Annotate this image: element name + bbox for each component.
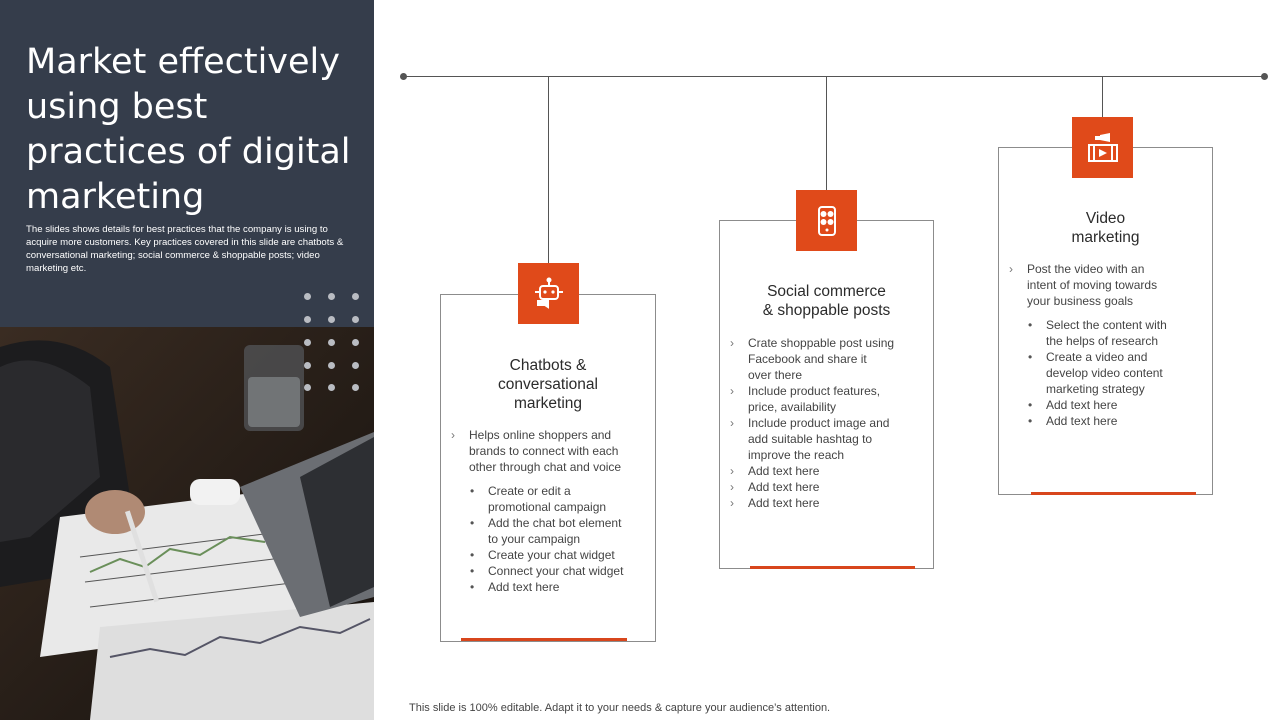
list-item-text: your business goals bbox=[1027, 294, 1134, 308]
bullet-icon: • bbox=[470, 548, 475, 562]
dot bbox=[304, 384, 311, 391]
sub-item-text: Add text here bbox=[1046, 414, 1118, 428]
dot bbox=[352, 316, 359, 323]
connector-line bbox=[826, 77, 827, 190]
list-item bbox=[730, 479, 928, 495]
dot bbox=[304, 293, 311, 300]
list-item bbox=[730, 415, 928, 463]
chevron-right-icon: › bbox=[730, 496, 734, 510]
sub-item-text: marketing strategy bbox=[1046, 382, 1145, 396]
title-panel bbox=[0, 0, 374, 327]
sub-item-text: the helps of research bbox=[1046, 334, 1159, 348]
card-title-line: Social commerce bbox=[767, 283, 886, 300]
sub-item bbox=[1028, 413, 1211, 429]
dot bbox=[328, 293, 335, 300]
list-item-text: Include product features, bbox=[748, 384, 881, 398]
dot bbox=[328, 316, 335, 323]
sub-item bbox=[470, 515, 653, 547]
video-marketing-icon-graphic bbox=[1086, 131, 1120, 165]
list-item-text: Facebook and share it bbox=[748, 352, 867, 366]
dot bbox=[352, 362, 359, 369]
chevron-right-icon: › bbox=[730, 480, 734, 494]
chevron-right-icon: › bbox=[730, 336, 734, 350]
sub-item bbox=[470, 579, 653, 595]
card-title-line: marketing bbox=[513, 395, 583, 412]
decorative-dots bbox=[296, 287, 368, 397]
bullet-icon: • bbox=[1028, 350, 1033, 364]
social-media-icon-graphic bbox=[810, 204, 844, 238]
timeline-line bbox=[403, 76, 1265, 77]
chevron-right-icon: › bbox=[730, 416, 734, 430]
sub-item-text: Connect your chat widget bbox=[488, 564, 624, 578]
card-accent-bar bbox=[1031, 492, 1196, 495]
card-title bbox=[999, 209, 1212, 247]
connector-line bbox=[548, 77, 549, 263]
list-item-text: Include product image and bbox=[748, 416, 890, 430]
sub-item bbox=[470, 563, 653, 579]
list-item-text: Crate shoppable post using bbox=[748, 336, 895, 350]
sub-item bbox=[1028, 317, 1211, 349]
chevron-right-icon: › bbox=[730, 384, 734, 398]
list-item bbox=[730, 383, 928, 415]
dot bbox=[304, 339, 311, 346]
card-video-marketing bbox=[998, 147, 1213, 495]
card-chatbots bbox=[440, 294, 656, 642]
chatbot-icon-graphic bbox=[532, 277, 566, 311]
chatbot-icon bbox=[518, 263, 579, 324]
sub-item-text: Create or edit a bbox=[488, 484, 571, 498]
dot bbox=[304, 316, 311, 323]
card-title-line: marketing bbox=[1071, 229, 1140, 246]
sub-item-text: Create a video and bbox=[1046, 350, 1148, 364]
sub-item-text: Add the chat bot element bbox=[488, 516, 622, 530]
dot bbox=[352, 339, 359, 346]
sub-item bbox=[470, 483, 653, 515]
slide-title: Market effectively using best practices of digital marketing bbox=[26, 42, 351, 217]
list-item-text: Post the video with an bbox=[1027, 262, 1145, 276]
sub-item-text: develop video content bbox=[1046, 366, 1163, 380]
social-media-icon bbox=[796, 190, 857, 251]
bullet-icon: • bbox=[470, 484, 475, 498]
sub-item-text: Create your chat widget bbox=[488, 548, 615, 562]
card-social-commerce bbox=[719, 220, 934, 569]
card-title-line: conversational bbox=[498, 376, 598, 393]
bullet-icon: • bbox=[470, 516, 475, 530]
chevron-right-icon: › bbox=[730, 464, 734, 478]
dot bbox=[328, 339, 335, 346]
list-item-text: Add text here bbox=[748, 496, 820, 510]
sub-item bbox=[1028, 349, 1211, 397]
list-item-text: Add text here bbox=[748, 480, 820, 494]
card-accent-bar bbox=[461, 638, 627, 641]
sub-item-text: Add text here bbox=[488, 580, 560, 594]
connector-line bbox=[1102, 77, 1103, 117]
sub-item-text: to your campaign bbox=[488, 532, 581, 546]
slide-subtitle: The slides shows details for best practices that the company is using to acquire more customers. Key practices covered in this slide are chatbots & conversational marketing; social commerce & shoppable posts; video marketing etc. bbox=[26, 224, 344, 274]
sub-item-text: promotional campaign bbox=[488, 500, 607, 514]
list-item-text: price, availability bbox=[748, 400, 837, 414]
list-item bbox=[730, 335, 928, 383]
dot bbox=[328, 362, 335, 369]
card-title-line: & shoppable posts bbox=[762, 302, 891, 319]
list-item-text: add suitable hashtag to bbox=[748, 432, 873, 446]
card-title bbox=[720, 282, 933, 320]
dot bbox=[304, 362, 311, 369]
list-item-text: over there bbox=[748, 368, 803, 382]
card-accent-bar bbox=[750, 566, 915, 569]
list-item-text: Helps online shoppers and bbox=[469, 428, 612, 442]
list-item bbox=[730, 463, 928, 479]
list-item-text: brands to connect with each bbox=[469, 444, 619, 458]
dot bbox=[328, 384, 335, 391]
list-item-text: other through chat and voice bbox=[469, 460, 622, 474]
card-title-line: Chatbots & bbox=[509, 357, 587, 374]
timeline-start-dot bbox=[400, 73, 407, 80]
sub-item bbox=[1028, 397, 1211, 413]
card-title-line: Video bbox=[1085, 210, 1126, 227]
card-title bbox=[441, 356, 655, 413]
sub-item bbox=[470, 547, 653, 563]
bullet-icon: • bbox=[1028, 414, 1033, 428]
dot bbox=[352, 293, 359, 300]
timeline-end-dot bbox=[1261, 73, 1268, 80]
dot bbox=[352, 384, 359, 391]
sub-item-text: Add text here bbox=[1046, 398, 1118, 412]
bullet-icon: • bbox=[1028, 318, 1033, 332]
list-item bbox=[451, 427, 649, 475]
list-item bbox=[1009, 261, 1207, 309]
chevron-right-icon: › bbox=[451, 428, 455, 442]
sub-item-text: Select the content with bbox=[1046, 318, 1167, 332]
list-item bbox=[730, 495, 928, 511]
list-item-text: Add text here bbox=[748, 464, 820, 478]
bullet-icon: • bbox=[470, 580, 475, 594]
footer-note: This slide is 100% editable. Adapt it to your needs & capture your audience’s attention. bbox=[409, 702, 831, 714]
list-item-text: improve the reach bbox=[748, 448, 845, 462]
video-marketing-icon bbox=[1072, 117, 1133, 178]
bullet-icon: • bbox=[1028, 398, 1033, 412]
bullet-icon: • bbox=[470, 564, 475, 578]
list-item-text: intent of moving towards bbox=[1027, 278, 1158, 292]
chevron-right-icon: › bbox=[1009, 262, 1013, 276]
